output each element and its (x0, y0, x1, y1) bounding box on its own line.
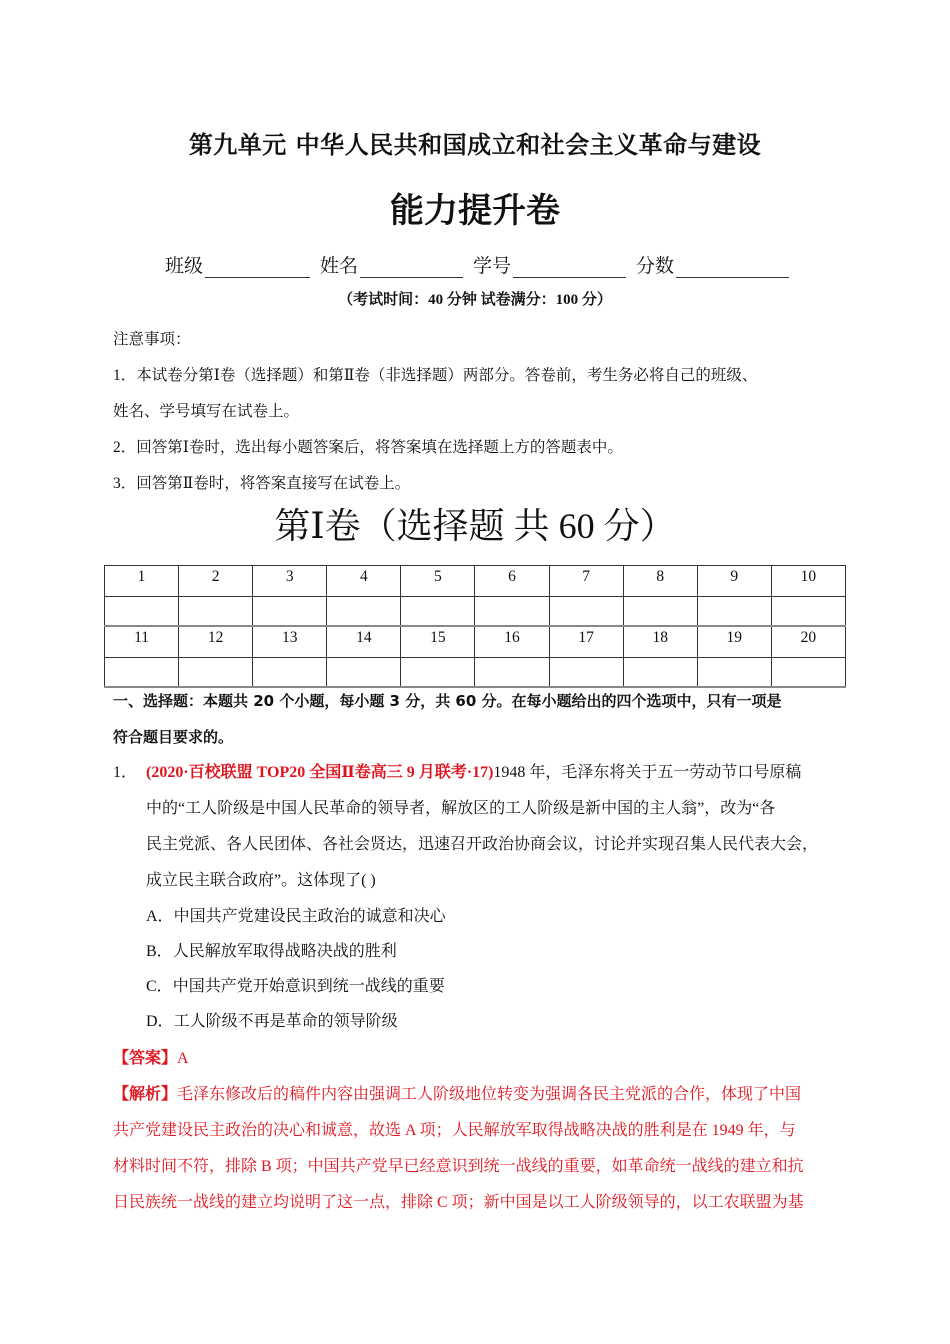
question-number-cell: 20 (771, 626, 845, 658)
question-number-cell: 11 (105, 626, 179, 658)
section-title: 第Ⅰ卷（选择题 共 60 分） (274, 506, 676, 546)
name-blank[interactable] (360, 259, 463, 278)
answer-analysis-block (113, 1041, 853, 1221)
question-number-cell: 7 (549, 566, 623, 597)
question-number-cell: 17 (549, 626, 623, 658)
score-field[interactable] (636, 251, 789, 278)
exam-meta: （考试时间：40 分钟 试卷满分：100 分） (338, 292, 612, 308)
answer-line (113, 1041, 853, 1077)
unit-title: 第九单元 中华人民共和国成立和社会主义革命与建设 (188, 131, 762, 159)
question-number-cell: 5 (401, 566, 475, 597)
score-label: 分数 (636, 256, 675, 277)
question-number-cell: 1 (105, 566, 179, 597)
question-number: 1． (113, 764, 138, 781)
option-b[interactable] (113, 934, 853, 969)
answer-cell[interactable] (623, 597, 697, 627)
option-text: 中国共产党建设民主政治的诚意和决心 (173, 908, 446, 925)
option-a[interactable] (113, 899, 853, 934)
note-line: 2．回答第Ⅰ卷时，选出每小题答案后，将答案填在选择题上方的答题表中。 (113, 439, 623, 456)
question-number-cell: 15 (401, 626, 475, 658)
analysis-line: 日民族统一战线的建立均说明了这一点，排除 C 项；新中国是以工人阶级领导的，以工农联盟为基 (113, 1194, 804, 1211)
student-id-label: 学号 (473, 256, 512, 277)
question-number-cell: 8 (623, 566, 697, 597)
option-text: 人民解放军取得战略决战的胜利 (172, 943, 397, 960)
question-source: (2020·百校联盟 TOP20 全国Ⅱ卷高三 9 月联考·17) (146, 764, 494, 781)
question-number-cell: 13 (253, 626, 327, 658)
class-label: 班级 (165, 256, 204, 277)
question-number-cell: 14 (327, 626, 401, 658)
analysis-text: 毛泽东修改后的稿件内容由强调工人阶级地位转变为强调各民主党派的合作，体现了中国 (177, 1086, 802, 1103)
analysis-line: 材料时间不符，排除 B 项；中国共产党早已经意识到统一战线的重要，如革命统一战线的建立和抗 (113, 1158, 804, 1175)
class-blank[interactable] (205, 259, 310, 278)
section-instructions (113, 683, 843, 755)
note-line: 3．回答第Ⅱ卷时，将答案直接写在试卷上。 (113, 475, 411, 492)
notes-section (113, 322, 843, 502)
question-number-cell: 2 (179, 566, 253, 597)
option-text: 中国共产党开始意识到统一战线的重要 (172, 978, 445, 995)
option-c[interactable] (113, 969, 853, 1004)
question-stem-line: 成立民主联合政府”。这体现了( ) (146, 872, 376, 889)
note-line: 1．本试卷分第Ⅰ卷（选择题）和第Ⅱ卷（非选择题）两部分。答卷前，考生务必将自己的班级、 (113, 367, 758, 384)
question-1 (113, 755, 853, 1039)
question-number-cell: 18 (623, 626, 697, 658)
question-number-cell: 16 (475, 626, 549, 658)
question-number-cell: 4 (327, 566, 401, 597)
instruction-line: 一、选择题：本题共 20 个小题，每小题 3 分，共 60 分。在每小题给出的四个选项中，只有一项是 (113, 692, 782, 710)
analysis-line: 共产党建设民主政治的决心和诚意，故选 A 项；人民解放军取得战略决战的胜利是在 1949 年，与 (113, 1122, 796, 1139)
class-field[interactable] (165, 251, 310, 278)
name-label: 姓名 (320, 256, 359, 277)
question-number-cell: 10 (771, 566, 845, 597)
paper-title: 能力提升卷 (390, 191, 560, 231)
question-stem-line: 民主党派、各人民团体、各社会贤达，迅速召开政治协商会议，讨论并实现召集人民代表大会， (146, 836, 819, 853)
answer-cell[interactable] (549, 597, 623, 627)
question-number-cell: 3 (253, 566, 327, 597)
analysis-first-line (113, 1077, 853, 1113)
question-number-cell: 12 (179, 626, 253, 658)
question-stem-first-line (113, 755, 853, 791)
option-text: 工人阶级不再是革命的领导阶级 (173, 1013, 398, 1030)
answer-grid-number-row (105, 566, 846, 597)
answer-cell[interactable] (475, 597, 549, 627)
answer-grid (104, 565, 846, 688)
note-line: 姓名、学号填写在试卷上。 (113, 403, 300, 420)
notes-heading: 注意事项： (113, 331, 191, 348)
answer-cell[interactable] (253, 597, 327, 627)
student-info-row (165, 251, 805, 278)
question-stem-text: 1948 年，毛泽东将关于五一劳动节口号原稿 (493, 764, 802, 781)
answer-grid-number-row (105, 626, 846, 658)
answer-cell[interactable] (401, 597, 475, 627)
analysis-label: 【解析】 (113, 1086, 178, 1103)
answer-grid-answer-row (105, 597, 846, 627)
question-number-cell: 6 (475, 566, 549, 597)
student-id-field[interactable] (473, 251, 626, 278)
question-number-cell: 19 (697, 626, 771, 658)
answer-cell[interactable] (771, 597, 845, 627)
answer-label: 【答案】 (113, 1050, 178, 1067)
answer-cell[interactable] (179, 597, 253, 627)
option-label: A． (146, 908, 174, 925)
option-label: C． (146, 978, 173, 995)
name-field[interactable] (320, 251, 463, 278)
answer-value: A (177, 1050, 189, 1067)
option-d[interactable] (113, 1004, 853, 1039)
student-id-blank[interactable] (513, 259, 626, 278)
option-label: B． (146, 943, 173, 960)
question-number-cell: 9 (697, 566, 771, 597)
instruction-line: 符合题目要求的。 (113, 728, 234, 746)
answer-cell[interactable] (327, 597, 401, 627)
question-stem-line: 中的“工人阶级是中国人民革命的领导者，解放区的工人阶级是新中国的主人翁”，改为“各 (146, 800, 776, 817)
answer-cell[interactable] (105, 597, 179, 627)
score-blank[interactable] (676, 259, 789, 278)
option-label: D． (146, 1013, 174, 1030)
answer-cell[interactable] (697, 597, 771, 627)
